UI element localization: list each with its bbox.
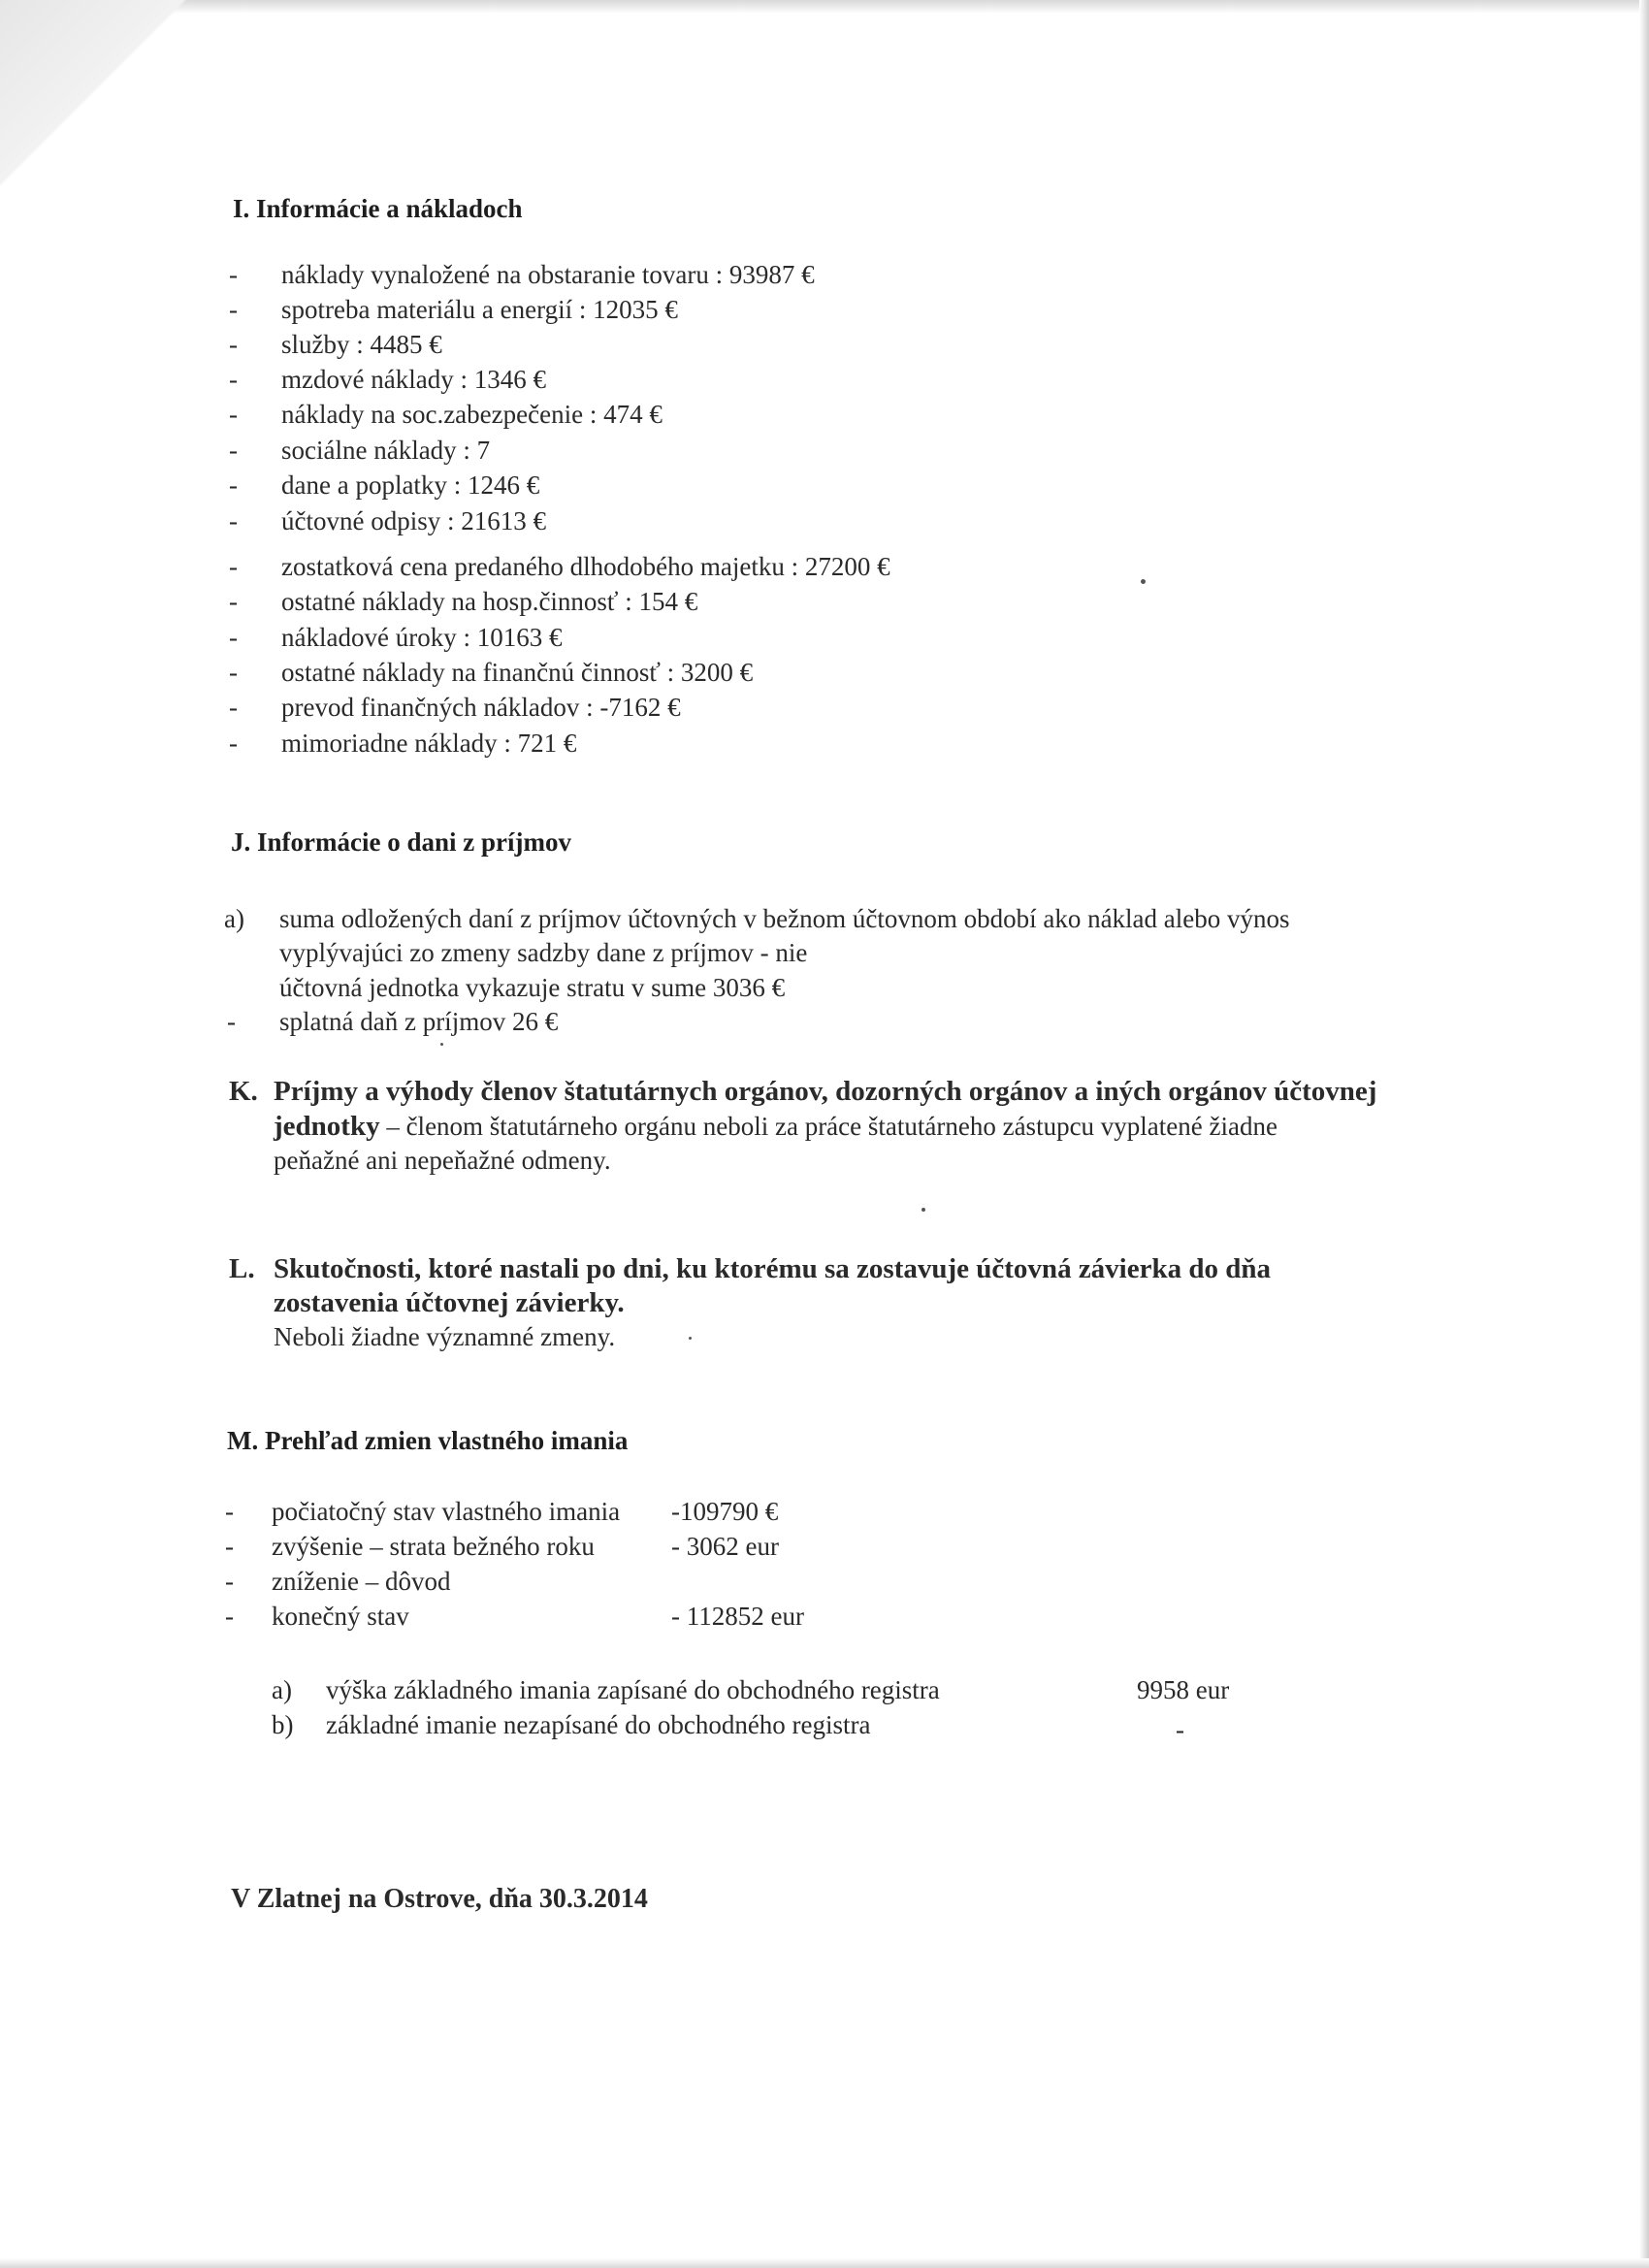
equity-row-value: -109790 € xyxy=(671,1497,779,1526)
section-l-title-line-2: zostavenia účtovnej závierky. xyxy=(274,1287,625,1318)
capital-row-value: 9958 eur xyxy=(1137,1675,1230,1704)
list-bullet: - xyxy=(229,623,238,652)
scan-speck xyxy=(1140,578,1147,585)
list-item: dane a poplatky : 1246 € xyxy=(281,470,540,500)
list-bullet: - xyxy=(225,1497,234,1526)
equity-row-label: zníženie – dôvod xyxy=(272,1567,451,1596)
list-item: náklady na soc.zabezpečenie : 474 € xyxy=(281,400,663,429)
capital-marker-b: b) xyxy=(272,1710,294,1739)
section-j-title: J. Informácie o dani z príjmov xyxy=(231,827,571,857)
list-bullet: - xyxy=(229,470,238,500)
list-bullet: - xyxy=(229,400,238,429)
scan-edge-top xyxy=(0,0,1649,14)
list-bullet: - xyxy=(229,365,238,394)
section-k-line-3: peňažné ani nepeňažné odmeny. xyxy=(274,1146,611,1175)
list-item: ostatné náklady na finančnú činnosť : 3200 € xyxy=(281,658,754,687)
section-l-text: Neboli žiadne významné zmeny. xyxy=(274,1322,616,1351)
equity-row-label: počiatočný stav vlastného imania xyxy=(272,1497,621,1526)
section-i-title: I. Informácie a nákladoch xyxy=(233,194,523,223)
list-bullet: - xyxy=(227,1007,236,1036)
list-bullet: - xyxy=(229,658,238,687)
list-bullet: - xyxy=(225,1602,234,1631)
list-item: mzdové náklady : 1346 € xyxy=(281,365,546,394)
scan-edge-right xyxy=(1639,0,1649,2268)
list-item: prevod finančných nákladov : -7162 € xyxy=(281,693,681,722)
section-k-title-continued: jednotky xyxy=(274,1111,380,1142)
section-l-marker: L. xyxy=(229,1253,255,1284)
section-k-marker: K. xyxy=(229,1076,258,1107)
capital-row-label: výška základného imania zapísané do obchodného registra xyxy=(326,1675,940,1704)
place-date: V Zlatnej na Ostrove, dňa 30.3.2014 xyxy=(231,1884,648,1914)
section-j-a-line-1: suma odložených daní z príjmov účtovných v bežnom účtovnom období ako náklad alebo výnos xyxy=(279,904,1290,933)
list-item: náklady vynaložené na obstaranie tovaru : 93987 € xyxy=(281,260,815,289)
equity-row-label: zvýšenie – strata bežného roku xyxy=(272,1532,595,1561)
equity-row-value: - 3062 eur xyxy=(671,1532,779,1561)
section-m-title: M. Prehľad zmien vlastného imania xyxy=(227,1426,629,1455)
list-bullet: - xyxy=(225,1532,234,1561)
equity-row-label: konečný stav xyxy=(272,1602,409,1631)
scan-speck xyxy=(689,1337,692,1340)
section-k-title: Príjmy a výhody členov štatutárnych orgánov, dozorných orgánov a iných orgánov účtovnej xyxy=(274,1076,1377,1107)
list-item: ostatné náklady na hosp.činnosť : 154 € xyxy=(281,587,698,616)
scan-speck xyxy=(922,1208,925,1212)
section-j-a-line-2: vyplývajúci zo zmeny sadzby dane z príjmov - nie xyxy=(279,938,808,967)
list-bullet: - xyxy=(229,260,238,289)
list-item: účtovné odpisy : 21613 € xyxy=(281,506,546,535)
section-j-marker-a: a) xyxy=(224,904,244,933)
list-bullet: - xyxy=(229,587,238,616)
list-bullet: - xyxy=(229,552,238,581)
capital-row-value: - xyxy=(1176,1715,1184,1744)
capital-marker-a: a) xyxy=(272,1675,292,1704)
list-bullet: - xyxy=(229,729,238,758)
list-bullet: - xyxy=(229,295,238,324)
section-j-tax-item: splatná daň z príjmov 26 € xyxy=(279,1007,559,1036)
scan-speck xyxy=(440,1043,443,1046)
section-j-a-line-3: účtovná jednotka vykazuje stratu v sume 3036 € xyxy=(279,973,786,1002)
section-k-line-2 xyxy=(274,1109,1277,1144)
list-item: služby : 4485 € xyxy=(281,330,442,359)
list-bullet: - xyxy=(229,436,238,465)
list-item: zostatková cena predaného dlhodobého majetku : 27200 € xyxy=(281,552,890,581)
capital-row-label: základné imanie nezapísané do obchodného registra xyxy=(326,1710,871,1739)
section-k-text: – členom štatutárneho orgánu neboli za práce štatutárneho zástupcu vyplatené žiadne xyxy=(379,1112,1277,1141)
scan-folded-corner xyxy=(0,0,194,213)
list-item: spotreba materiálu a energií : 12035 € xyxy=(281,295,678,324)
list-item: nákladové úroky : 10163 € xyxy=(281,623,563,652)
section-l-title-line-1: Skutočnosti, ktoré nastali po dni, ku ktorému sa zostavuje účtovná závierka do dňa xyxy=(274,1253,1271,1284)
list-bullet: - xyxy=(229,693,238,722)
scan-edge-bottom xyxy=(0,2258,1649,2268)
list-item: sociálne náklady : 7 xyxy=(281,436,491,465)
list-bullet: - xyxy=(225,1567,234,1596)
list-bullet: - xyxy=(229,330,238,359)
list-item: mimoriadne náklady : 721 € xyxy=(281,729,577,758)
equity-row-value: - 112852 eur xyxy=(671,1602,804,1631)
list-bullet: - xyxy=(229,506,238,535)
